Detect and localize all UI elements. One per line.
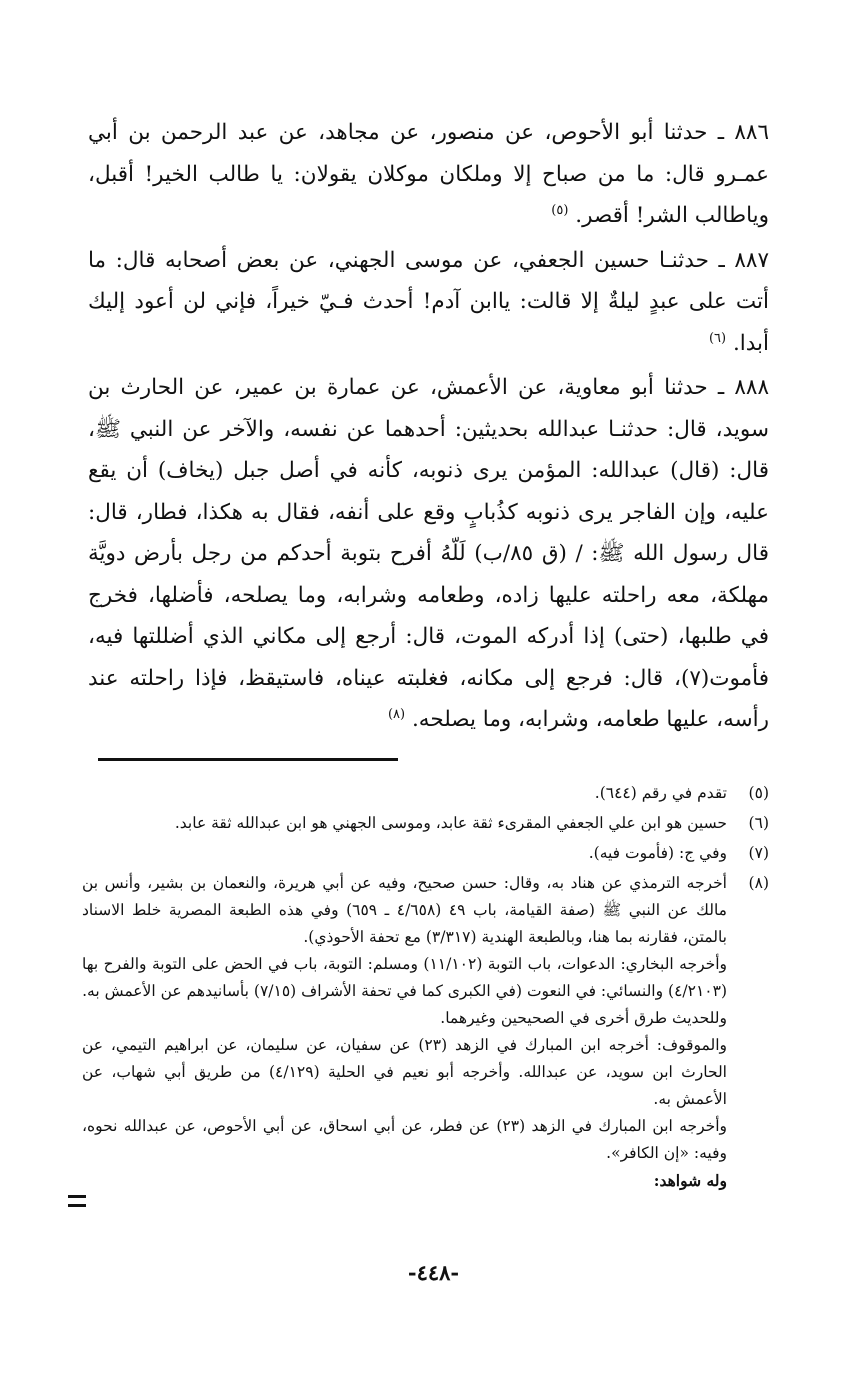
- footnote-number: (٧): [748, 844, 769, 862]
- footnote-5: [82, 780, 769, 807]
- main-text: [88, 112, 769, 744]
- footnote-line: وله شواهد:: [653, 1171, 727, 1190]
- footnotes: [82, 780, 769, 1197]
- footnote-line: وأخرجه البخاري: الدعوات، باب التوبة (١١/١٠٢) ومسلم: التوبة، باب في الحض على التوبة والفرح بها (٤/٢١٠٣) والنسائي: في النعوت (في الكبرى كما في تحفة الأشراف (٧/١٥) بأسانيدهم عن الأعمش به.: [82, 955, 727, 1000]
- footnote-7: [82, 840, 769, 867]
- footnote-line: حسين هو ابن علي الجعفي المقرىء ثقة عابد، وموسى الجهني هو ابن عبدالله ثقة عابد.: [174, 814, 727, 832]
- footnote-6: [82, 810, 769, 837]
- footnote-ref-6: (٦): [708, 330, 727, 346]
- footnote-number: (٥): [748, 784, 769, 802]
- footnote-line: وللحديث طرق أخرى في الصحيحين وغيرهما.: [440, 1009, 727, 1027]
- footnote-line: وأخرجه ابن المبارك في الزهد (٢٣) عن فطر، عن أبي اسحاق، عن أبي الأحوص، عن عبدالله نحوه، وفيه: «إن الكافر».: [82, 1117, 728, 1162]
- hadith-887-text: ٨٨٧ ـ حدثنـا حسين الجعفي، عن موسى الجهني، عن بعض أصحابه قال: ما أتت على عبدٍ ليلةٌ إلا قالت: ياابن آدم! أحدث فـيّ خيراً، فإني لن أعود إليك أبدا.: [88, 247, 769, 356]
- footnote-line: أخرجه الترمذي عن هناد به، وقال: حسن صحيح، وفيه عن أبي هريرة، والنعمان بن بشير، وأنس بن مالك عن النبي ﷺ (صفة القيامة، باب ٤٩ (٤/٦٥٨ ـ ٦٥٩) وفي هذه الطبعة المصرية خلط الاسناد بالمتن، فقارنه بما هنا، وبالطبعة الهندية (٣/٣١٧) مع تحفة الأحوذي).: [82, 874, 727, 946]
- page-number: -٤٤٨-: [407, 1260, 460, 1285]
- footnote-number: (٦): [748, 814, 769, 832]
- hadith-886: [88, 112, 769, 237]
- footnote-number: (٨): [748, 874, 769, 892]
- footnote-separator: [98, 758, 398, 761]
- footnote-ref-8: (٨): [387, 706, 406, 722]
- footnote-ref-5: (٥): [551, 202, 569, 218]
- footnote-line: والموقوف: أخرجه ابن المبارك في الزهد (٢٣) عن سفيان، عن سليمان، عن ابراهيم التيمي، عن الحارث ابن سويد، عن عبدالله. وأخرجه أبو نعيم في الحلية (٤/١٢٩) من طريق أبي شهاب، عن الأعمش به.: [82, 1036, 727, 1108]
- footnote-line: وفي ج: (فأموت فيه).: [588, 844, 727, 862]
- hadith-886-text: ٨٨٦ ـ حدثنا أبو الأحوص، عن منصور، عن مجاهد، عن عبد الرحمن بن أبي عمـرو قال: ما من صباح إلا وملكان موكلان يقولان: يا طالب الخير! أقبل، وياطالب الشر! أقصر.: [88, 120, 769, 228]
- hadith-887: [88, 240, 769, 365]
- footnote-8: [82, 870, 769, 1194]
- continuation-mark: [68, 1195, 86, 1207]
- hadith-888: [88, 367, 769, 741]
- footnote-line: تقدم في رقم (٦٤٤).: [594, 784, 727, 802]
- hadith-888-text: ٨٨٨ ـ حدثنا أبو معاوية، عن الأعمش، عن عمارة بن عمير، عن الحارث بن سويد، قال: حدثنـا عبدالله بحديثين: أحدهما عن نفسه، والآخر عن النبي ﷺ، قال: (قال) عبدالله: المؤمن يرى ذنوبه، كأنه في أصل جبل (يخاف) أن يقع عليه، وإن الفاجر يرى ذنوبه كذُبابٍ وقع على أنفه، فقال به هكذا، فطار، قال: قال رسول الله ﷺ: / (ق ٨٥/ب) لَلّهُ أفرح بتوبة أحدكم من رجل بأرض دويَّة مهلكة، معه راحلته عليها زاده، وطعامه وشرابه، وما يصلحه، فأضلها، فخرج في طلبها، (حتى) إذا أدركه الموت، قال: أرجع إلى مكاني الذي أضللتها فيه، فأموت(٧)، قال: فرجع إلى مكانه، فغلبته عيناه، فاستيقظ، فإذا راحلته عند رأسه، عليها طعامه، وشرابه، وما يصلحه.: [88, 375, 769, 732]
